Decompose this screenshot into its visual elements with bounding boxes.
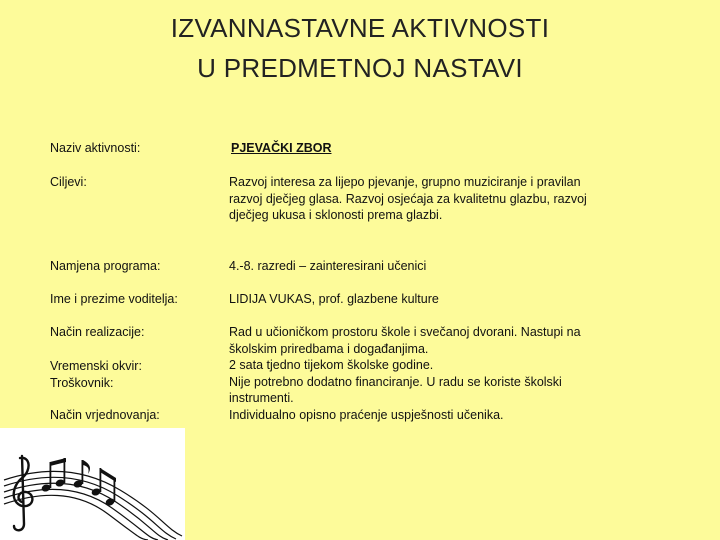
details-line: Rad u učioničkom prostoru škole i svečanoj dvorani. Nastupi na	[229, 325, 581, 339]
label-naziv: Naziv aktivnosti:	[50, 141, 141, 155]
label-voditelj: Ime i prezime voditelja:	[50, 292, 178, 306]
ciljevi-line: razvoj dječjeg glasa. Razvoj osjećaja za kvalitetnu glazbu, razvoj	[229, 191, 587, 206]
ciljevi-line: dječjeg ukusa i sklonosti prema glazbi.	[229, 208, 443, 222]
music-notes-icon	[0, 428, 185, 540]
value-voditelj: LIDIJA VUKAS, prof. glazbene kulture	[229, 292, 439, 306]
value-namjena: 4.-8. razredi – zainteresirani učenici	[229, 259, 427, 273]
label-vremenski	[50, 358, 220, 391]
page-title	[0, 8, 720, 88]
label-namjena: Namjena programa:	[50, 259, 161, 273]
label-vrednovanje: Način vrjednovanja:	[50, 408, 160, 422]
value-ciljevi	[229, 174, 649, 224]
ciljevi-line: Razvoj interesa za lijepo pjevanje, grupno muziciranje i pravilan	[229, 175, 581, 189]
details-line: 2 sata tjedno tijekom školske godine.	[229, 358, 434, 372]
details-line: školskim priredbama i događanjima.	[229, 341, 429, 356]
value-details	[229, 324, 649, 423]
details-line: instrumenti.	[229, 391, 294, 405]
title-line-2: U PREDMETNOJ NASTAVI	[197, 53, 523, 83]
label-troskovnik: Troškovnik:	[50, 375, 114, 390]
label-vremenski-okvir: Vremenski okvir:	[50, 359, 142, 373]
details-line: Nije potrebno dodatno financiranje. U radu se koriste školski	[229, 374, 562, 389]
title-line-1: IZVANNASTAVNE AKTIVNOSTI	[170, 13, 550, 43]
details-line: Individualno opisno praćenje uspješnosti učenika.	[229, 407, 504, 422]
label-ciljevi: Ciljevi:	[50, 175, 87, 189]
value-naziv: PJEVAČKI ZBOR	[231, 141, 332, 155]
label-realizacija: Način realizacije:	[50, 325, 145, 339]
